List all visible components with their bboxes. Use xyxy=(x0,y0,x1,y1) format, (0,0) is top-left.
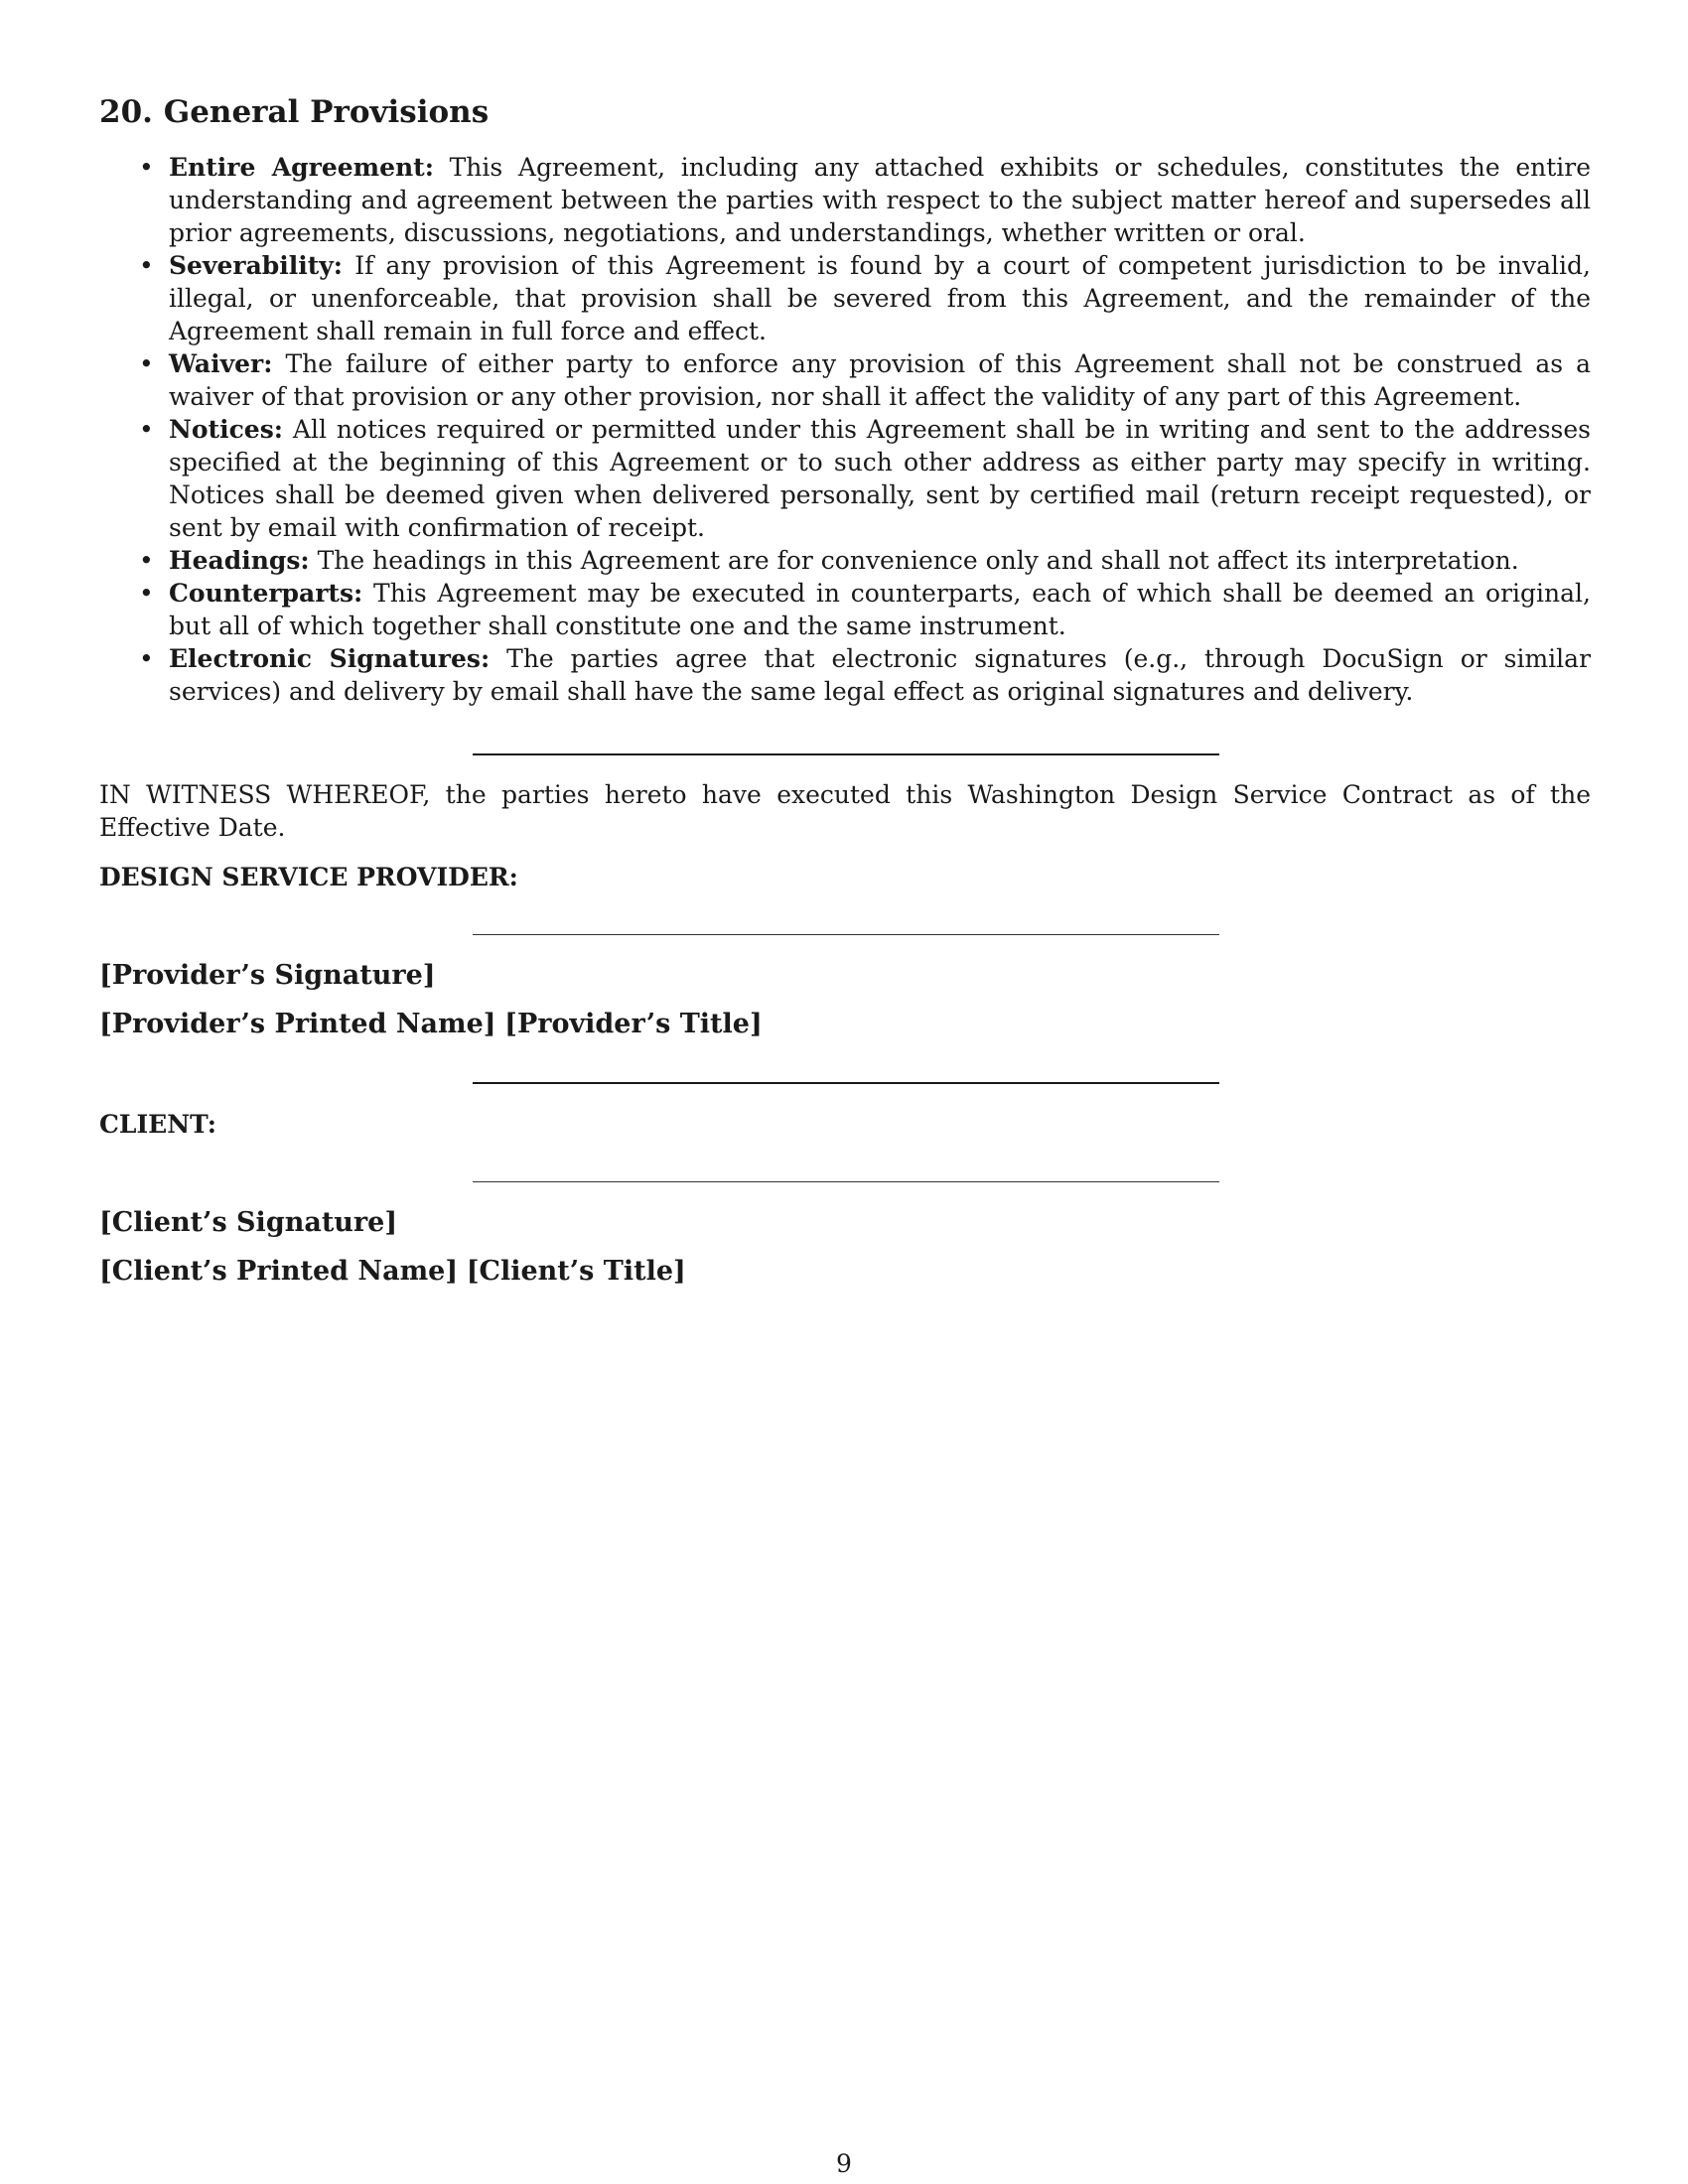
page-number: 9 xyxy=(836,2149,852,2178)
provision-text: The headings in this Agreement are for convenience only and shall not affect its interpretation. xyxy=(317,546,1519,576)
client-title: [Client’s Title] xyxy=(466,1256,686,1287)
provision-title: Headings: xyxy=(169,546,310,576)
client-name-title xyxy=(99,1255,1591,1288)
provision-title: Waiver: xyxy=(169,349,273,379)
provision-text: The parties agree that electronic signatures (e.g., through DocuSign or similar services) and delivery by email shall have the same legal effect as original signatures and delivery. xyxy=(169,644,1592,707)
bullet-icon: • xyxy=(139,251,154,281)
provider-label: DESIGN SERVICE PROVIDER: xyxy=(99,863,518,891)
provider-signature-caption xyxy=(99,959,1591,992)
witness-statement: IN WITNESS WHEREOF, the parties hereto have executed this Washington Design Service Contract as of the Effective Date. xyxy=(99,780,1591,842)
provision-severability xyxy=(99,249,1591,347)
provision-title: Electronic Signatures: xyxy=(169,644,491,674)
provision-text: The failure of either party to enforce any provision of this Agreement shall not be construed as a waiver of that provision or any other provision, nor shall it affect the validity of any part of this Agreement. xyxy=(169,349,1591,412)
provision-title: Counterparts: xyxy=(169,579,363,609)
document-page xyxy=(99,94,1591,708)
provision-counterparts xyxy=(99,577,1591,642)
provider-signature: [Provider’s Signature] xyxy=(99,960,436,991)
provider-name-title xyxy=(99,1008,1591,1040)
provision-title: Notices: xyxy=(169,415,284,445)
bullet-icon: • xyxy=(139,644,154,674)
bullet-icon: • xyxy=(139,546,154,576)
section-heading: 20. General Provisions xyxy=(99,94,490,130)
section-divider xyxy=(473,753,1219,755)
provision-title: Severability: xyxy=(169,251,344,281)
client-signature-line[interactable] xyxy=(473,1181,1219,1182)
provision-title: Entire Agreement: xyxy=(169,153,434,183)
bullet-icon: • xyxy=(139,579,154,609)
bullet-icon: • xyxy=(139,349,154,379)
provisions-list xyxy=(99,151,1591,708)
client-signature-caption xyxy=(99,1206,1591,1239)
provision-notices xyxy=(99,413,1591,544)
client-printed-name: [Client’s Printed Name] xyxy=(99,1256,459,1287)
provision-text: If any provision of this Agreement is found by a court of competent jurisdiction to be invalid, illegal, or unenforceable, that provision shall be severed from this Agreement, and the remainder of the Agreement shall remain in full force and effect. xyxy=(169,251,1591,346)
provision-entire-agreement xyxy=(99,151,1591,249)
bullet-icon: • xyxy=(139,153,154,183)
provision-text: All notices required or permitted under this Agreement shall be in writing and sent to the addresses specified at the beginning of this Agreement or to such other address as either party may specify in writing. Notices shall be deemed given when delivered personally, sent by certified mail (return receipt requested), or sent by email with confirmation of receipt. xyxy=(169,415,1591,543)
provision-text: This Agreement may be executed in counterparts, each of which shall be deemed an original, but all of which together shall constitute one and the same instrument. xyxy=(169,579,1591,641)
party-divider xyxy=(473,1082,1219,1084)
client-label: CLIENT: xyxy=(99,1110,217,1139)
provider-printed-name: [Provider’s Printed Name] xyxy=(99,1009,496,1039)
provider-title: [Provider’s Title] xyxy=(504,1009,763,1039)
provider-signature-line[interactable] xyxy=(473,934,1219,935)
client-signature: [Client’s Signature] xyxy=(99,1207,398,1238)
provision-electronic-signatures xyxy=(99,642,1591,708)
bullet-icon: • xyxy=(139,415,154,445)
provision-waiver xyxy=(99,347,1591,413)
provision-headings xyxy=(99,544,1591,577)
provision-text: This Agreement, including any attached exhibits or schedules, constitutes the entire understanding and agreement between the parties with respect to the subject matter hereof and supersedes all prior agreements, discussions, negotiations, and understandings, whether written or oral. xyxy=(169,153,1592,248)
